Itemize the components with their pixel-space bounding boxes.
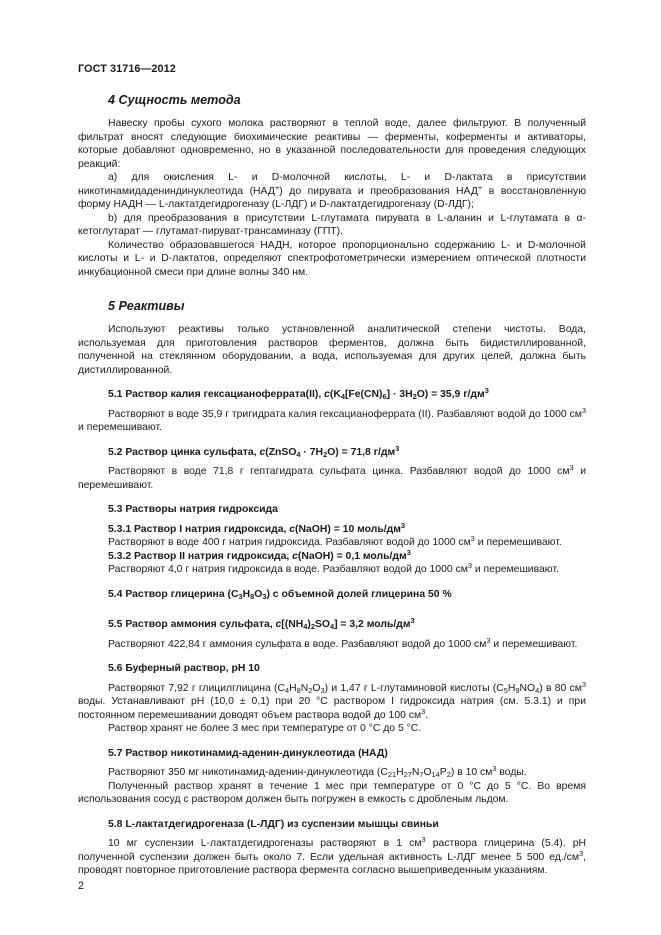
subsection-5-3-1-text: Растворяют в воде 400 г натрия гидроксида. Разбавляют водой до 1000 $см^3$ и перемешивают. (108, 534, 562, 548)
subsection-5-3-1-title: 5.3.1 Раствор I натрия гидроксида, c(NaOH) = 10 моль/$дм^3$ (108, 520, 406, 535)
subsection-5-3-2-text: Растворяют 4,0 г натрия гидроксида в воде. Разбавляют водой до 1000 $см^3$ и перемешивают. (108, 561, 559, 575)
subsection-5-6-storage: Раствор хранят не более 3 мес при температуре от 0 °С до 5 °С. (108, 723, 422, 734)
section-5-title: 5 Реактивы (108, 299, 185, 313)
subsection-5-8-text: 10 мг суспензии L-лактатдегидрогеназы растворяют в 1 $см^3$ раствора глицерина (5.4). pH полученной суспензии должен быть около 7. Если удельная активность L-ЛДГ менее 5 500 $ед./см^3$, проводят повторное приготовление раствора фермента согласно вышеприведенным указаниям. (78, 835, 586, 876)
subsection-5-7-text: Растворяют 350 мг никотинамид-аденин-динуклеотида $(C_{21}H_{27}N_7O_{14}P_2)$ в 10 $см^3$ воды. (108, 764, 527, 779)
subsection-5-6-title: 5.6 Буферный раствор, pH 10 (108, 663, 260, 674)
subsection-5-5-title: 5.5 Раствор аммония сульфата, $c[(NH_4)_2SO_4] = 3,2$ моль/$дм^3$ (108, 616, 415, 631)
subsection-5-2-title: 5.2 Раствор цинка сульфата, c(ZnSO$_4$ · $7H_2O) = 71,8$ $г/дм^3$ (108, 443, 400, 459)
section-4-paragraph-1: Навеску пробы сухого молока растворяют в теплой воде, далее фильтруют. В полученный фильтрат вносят следующие биохимические реактивы — ферменты, коферменты и активаторы, которые добавляют одновременно, но в указанной последовательности для проведения следующих реакций: (78, 118, 586, 170)
subsection-5-1-text: Растворяют в воде 35,9 г тригидрата калия гексацианоферрата (II). Разбавляют водой до 1000 $см^3$ и перемешивают. (78, 405, 586, 433)
subsection-5-7-storage: Полученный раствор хранят в течение 1 мес при температуре от 0 °С до 5 °С. Во время использования сосуд с раствором должен быть погружен в емкость с дробленым льдом. (78, 780, 586, 805)
subsection-5-4-title: 5.4 Раствор глицерина $(C_3H_8O_3)$ с объемной долей глицерина 50 % (108, 588, 452, 601)
subsection-5-7-title: 5.7 Раствор никотинамид-аденин-динуклеотида (НАД) (108, 747, 388, 759)
section-4-paragraph-final: Количество образовавшегося НАДН, которое пропорционально содержанию L- и D-молочной кислоты и L- и D-лактатов, определяют спектрофотометрически измерением оптической плотности инкубационной смеси при длине волны 340 нм. (78, 239, 586, 278)
section-4-item-b: b) для преобразования в присутствии L-глутамата пирувата в L-аланин и L-глутамата в α-кетоглутарат — глутамат-пируват-трансаминазу (ГПТ). (78, 212, 586, 237)
section-4-item-a: a) для окисления L- и D-молочной кислоты, L- и D-лактата в присутствии никотинамидадениндинуклеотида (НАД+) до пирувата и преобразования НАД+ в восстановленную форму НАДН — L-лактатдегидрогеназу (L-ЛДГ) и D-лактатдегидрогеназу (D-ЛДГ); (78, 172, 586, 210)
subsection-5-8-title: 5.8 L-лактатдегидрогеназа (L-ЛДГ) из суспензии мышцы свиньи (108, 818, 439, 830)
page-number: 2 (78, 880, 85, 892)
subsection-5-3-2-title: 5.3.2 Раствор II натрия гидроксида, c(NaOH) = 0,1 моль/$дм^3$ (108, 547, 411, 562)
subsection-5-6-text: Растворяют 7,92 г глицилглицина $(C_4H_8N_2O_3)$ и 1,47 г L-глутаминовой кислоты $(C_5H_9NO_4)$ в 80 $см^3$ воды. Устанавливают pH (10,0 ± 0,1) при 20 °С раствором I гидроксида натрия (см. 5.3.1) и при постоянном перемешивании доводят объем раствора водой до 100 $см^3$. (78, 679, 586, 721)
subsection-5-2-text: Растворяют в воде 71,8 г гептагидрата сульфата цинка. Разбавляют водой до 1000 $см^3$ и перемешивают. (78, 463, 586, 491)
standard-header: ГОСТ 31716—2012 (78, 63, 176, 75)
subsection-5-1-title: 5.1 Раствор калия гексацианоферрата(II), $c(K_4[Fe(CN)_6] \cdot 3H_2O) = 35,9$ $г/дм^3$ (108, 386, 489, 401)
subsection-5-3-title: 5.3 Растворы натрия гидроксида (108, 504, 278, 515)
section-5-intro: Используют реактивы только установленной аналитической степени чистоты. Вода, используемая для приготовления растворов ферментов, должна быть бидистиллированной, полученной на стеклянном оборудовании, а вода, используемая для других целей, должна быть дистиллированной. (78, 324, 586, 376)
section-4-title: 4 Сущность метода (108, 93, 241, 107)
section-4 (78, 92, 586, 878)
subsection-5-5-text: Растворяют 422,84 г аммония сульфата в воде. Разбавляют водой до 1000 $см^3$ и перемешивают. (108, 635, 578, 650)
